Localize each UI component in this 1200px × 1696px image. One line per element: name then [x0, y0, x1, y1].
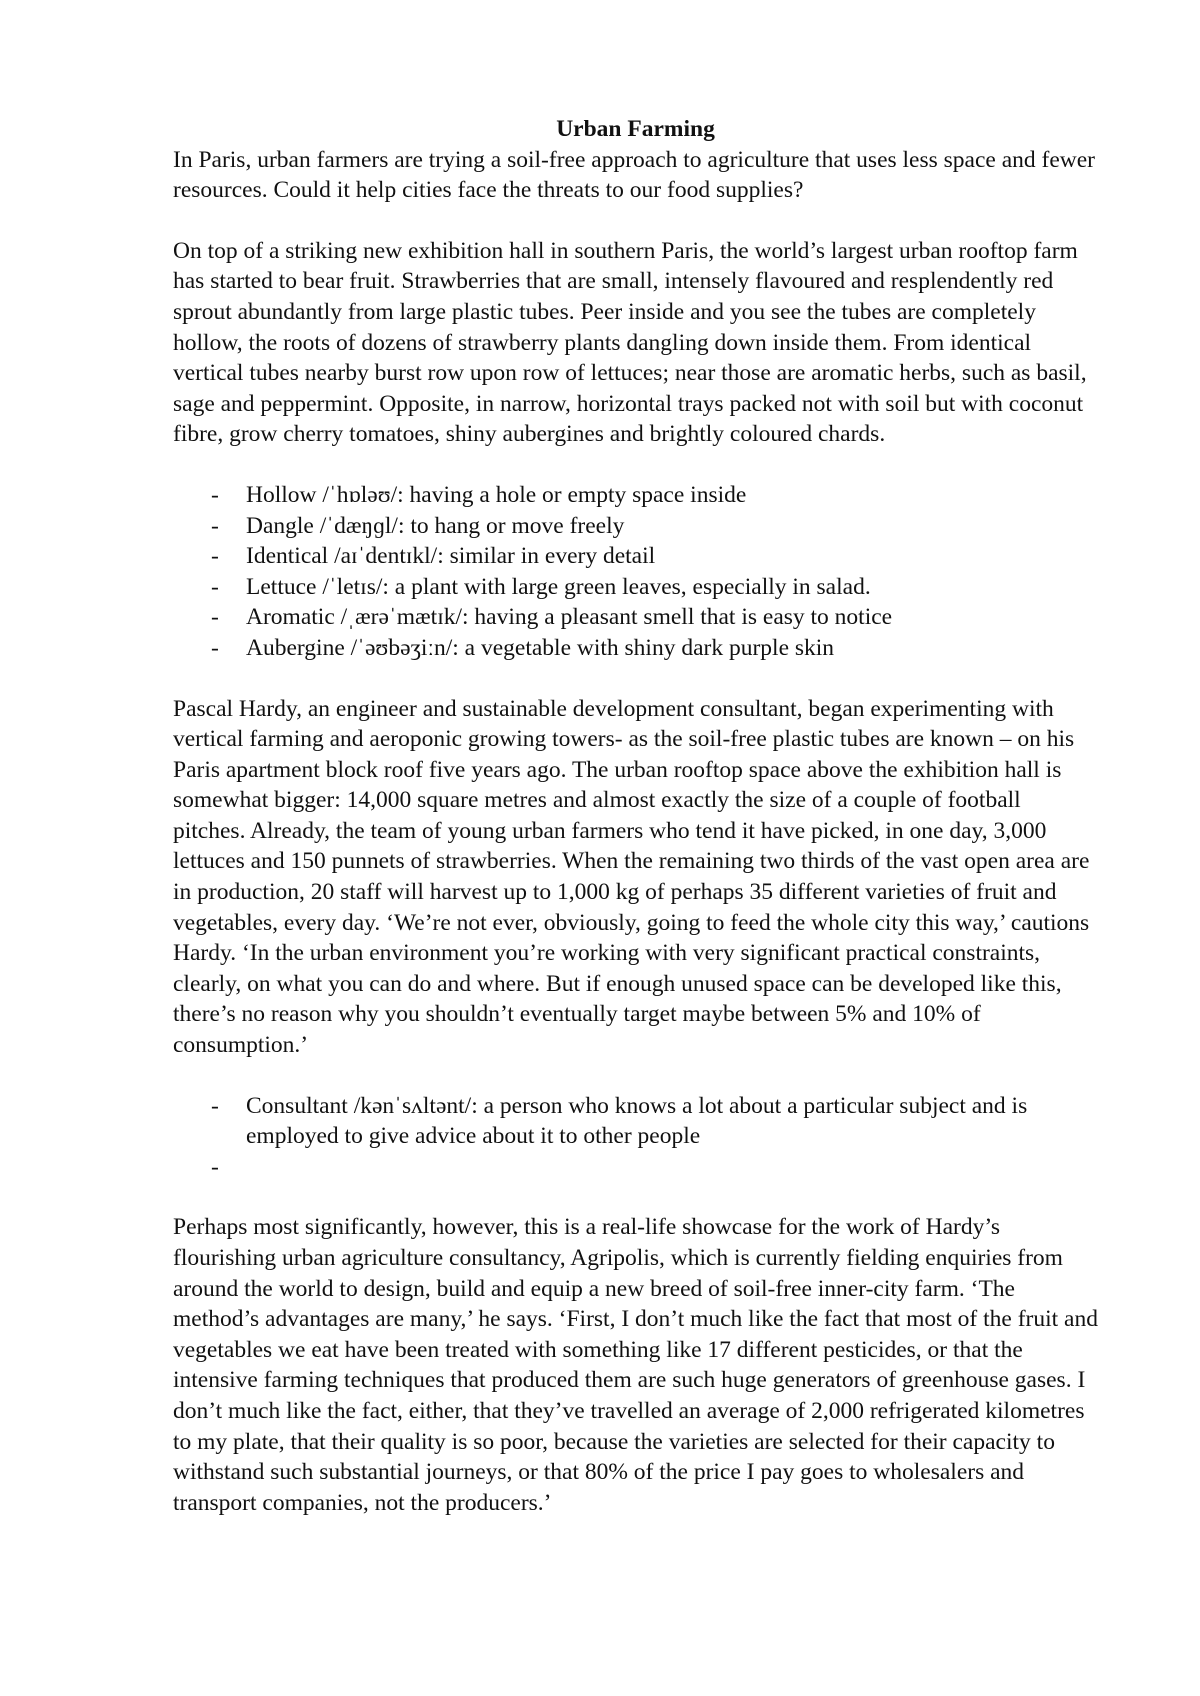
vocab-item	[173, 511, 1098, 542]
list-dash: -	[211, 512, 219, 539]
vocab-entry: Identical /aɪˈdentɪkl/: similar in every detail	[246, 543, 656, 570]
vocab-entry: Hollow /ˈhɒləʊ/: having a hole or empty space inside	[246, 481, 747, 508]
list-dash: -	[211, 481, 219, 508]
vocab-item	[173, 541, 1098, 572]
document-page	[173, 114, 1098, 1548]
list-dash: -	[211, 604, 219, 631]
vocab-item	[173, 633, 1098, 664]
vocab-entry: Consultant /kənˈsʌltənt/: a person who knows a lot about a particular subject and is employed to give advice about it to other people	[246, 1092, 1028, 1150]
vocab-entry: Dangle /ˈdæŋɡl/: to hang or move freely	[246, 512, 625, 539]
vocab-item	[173, 1091, 1098, 1152]
list-dash: -	[211, 1092, 219, 1119]
list-dash: -	[211, 1153, 219, 1180]
vocab-item-empty	[173, 1152, 1098, 1183]
body-paragraph-1: On top of a striking new exhibition hall in southern Paris, the world’s largest urban rooftop farm has started to bear fruit. Strawberries that are small, intensely flavoured and resplendently red sprout abundantly from large plastic tubes. Peer inside and you see the tubes are completely hollow, the roots of dozens of strawberry plants dangling down inside them. From identical vertical tubes nearby burst row upon row of lettuces; near those are aromatic herbs, such as basil, sage and peppermint. Opposite, in narrow, horizontal trays packed not with soil but with coconut fibre, grow cherry tomatoes, shiny aubergines and brightly coloured chards.	[173, 237, 1087, 448]
vocabulary-list-1	[173, 480, 1098, 664]
vocab-item	[173, 572, 1098, 603]
document-title: Urban Farming	[556, 116, 715, 142]
vocab-item	[173, 602, 1098, 633]
list-dash: -	[211, 634, 219, 661]
body-paragraph-3: Perhaps most significantly, however, this is a real-life showcase for the work of Hardy’s flourishing urban agriculture consultancy, Agripolis, which is currently fielding enquiries from around the world to design, build and equip a new breed of soil-free inner-city farm. ‘The method’s advantages are many,’ he says. ‘First, I don’t much like the fact that most of the fruit and vegetables we eat have been treated with something like 17 different pesticides, or that the intensive farming techniques that produced them are such huge generators of greenhouse gases. I don’t much like the fact, either, that they’ve travelled an average of 2,000 refrigerated kilometres to my plate, that their quality is so poor, because the varieties are selected for their capacity to withstand such substantial journeys, or that 80% of the price I pay goes to wholesalers and transport companies, not the producers.’	[173, 1214, 1098, 1516]
vocab-entry: Lettuce /ˈletɪs/: a plant with large green leaves, especially in salad.	[246, 573, 871, 600]
list-dash: -	[211, 543, 219, 570]
vocabulary-list-2	[173, 1091, 1098, 1183]
vocab-item	[173, 480, 1098, 511]
body-paragraph-2: Pascal Hardy, an engineer and sustainable development consultant, began experimenting with vertical farming and aeroponic growing towers- as the soil-free plastic tubes are known – on his Paris apartment block roof five years ago. The urban rooftop space above the exhibition hall is somewhat bigger: 14,000 square metres and almost exactly the size of a couple of football pitches. Already, the team of young urban farmers who tend it have picked, in one day, 3,000 lettuces and 150 punnets of strawberries. When the remaining two thirds of the vast open area are in production, 20 staff will harvest up to 1,000 kg of perhaps 35 different varieties of fruit and vegetables, every day. ‘We’re not ever, obviously, going to feed the whole city this way,’ cautions Hardy. ‘In the urban environment you’re working with very significant practical constraints, clearly, on what you can do and where. But if enough unused space can be developed like this, there’s no reason why you shouldn’t eventually target maybe between 5% and 10% of consumption.’	[173, 695, 1090, 1059]
vocab-entry: Aromatic /ˌærəˈmætɪk/: having a pleasant smell that is easy to notice	[246, 604, 893, 631]
list-dash: -	[211, 573, 219, 600]
intro-paragraph: In Paris, urban farmers are trying a soil-free approach to agriculture that uses less space and fewer resources. Could it help cities face the threats to our food supplies?	[173, 146, 1095, 204]
vocab-entry: Aubergine /ˈəʊbəʒiːn/: a vegetable with shiny dark purple skin	[246, 634, 835, 661]
